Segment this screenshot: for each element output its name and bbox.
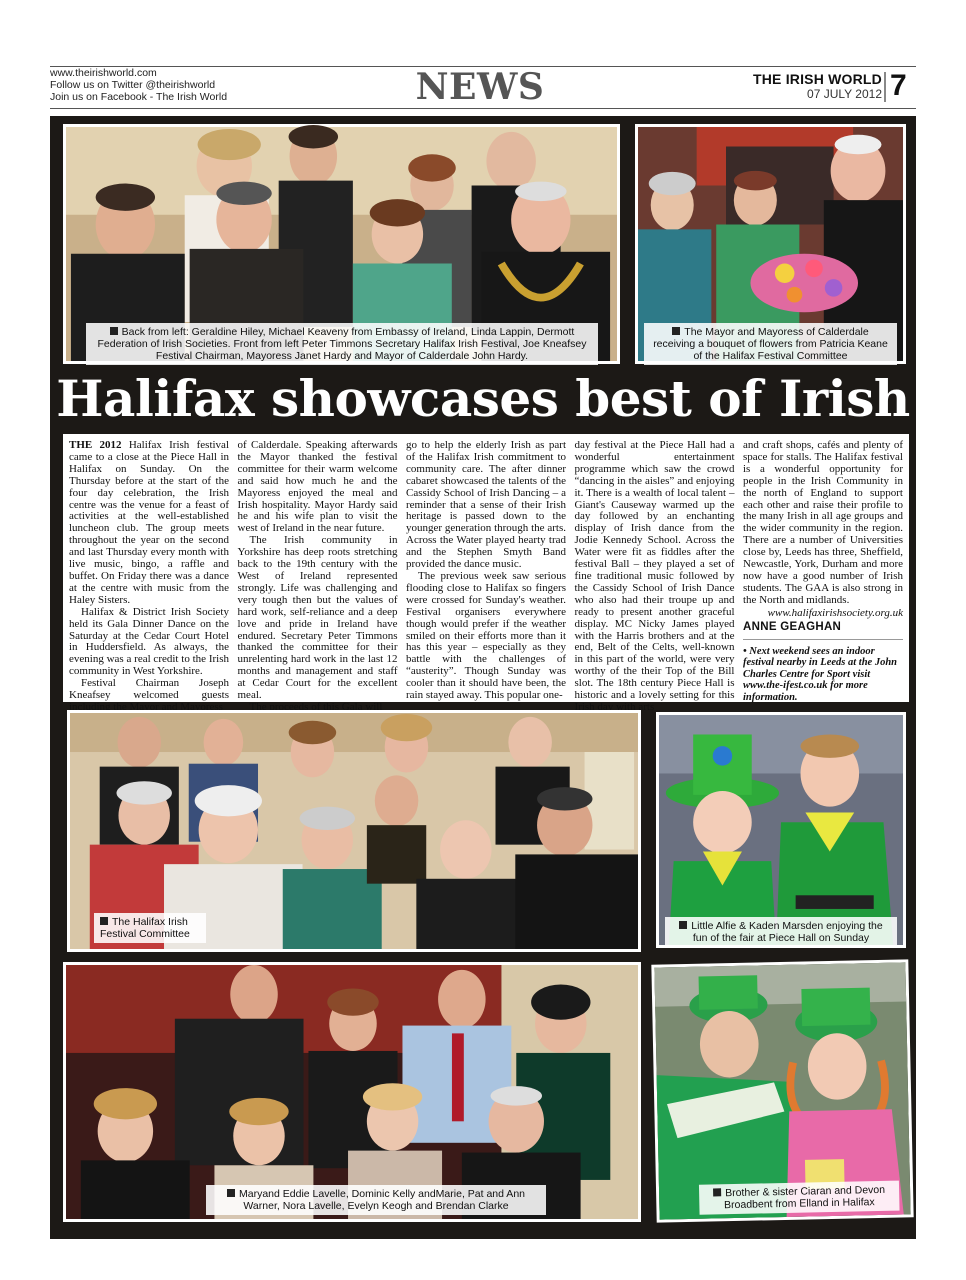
article-column-4 (574, 439, 735, 713)
caption-bullet-icon (679, 921, 687, 929)
photo-bouquet (635, 124, 906, 364)
article-paragraph: The proceeds of this Gala will (249, 700, 383, 713)
photo-festival-committee (67, 710, 641, 952)
photo-dinner-guests-image (66, 965, 638, 1219)
article-body (63, 434, 909, 713)
header-contact-block (50, 67, 310, 103)
issue-date: 07 JULY 2012 (807, 87, 882, 101)
article-paragraph: of Calderdale. Speaking afterwards the Mayor thanked the festival committee for their warm welcome and said how much he and the Mayoress enjoyed the meal and Irish hospitality. Mayor Hardy said he and his wife plan to visit the west of Ireland in the near future. (237, 439, 398, 535)
header-masthead (753, 71, 882, 102)
caption-bullet-icon (110, 327, 118, 335)
headline: Halifax showcases best of Irish (56, 369, 910, 428)
author-byline: ANNE GEAGHAN (743, 620, 842, 633)
article-column-2 (237, 439, 398, 713)
article-column-3 (406, 439, 566, 702)
article-column-1 (69, 439, 229, 713)
article-paragraph: The Irish community in Yorkshire has deep roots stretching back to the 19th century with the West of Ireland represented strongly. Life was challenging and very tough then but the values of hard work, self-reliance and a deep love and pride in Ireland have endured. Secretary Peter Timmons thanked the committee for their unrelenting hard work in the last 12 months and management and staff at Cedar Court for the excellent meal. (237, 534, 398, 702)
article-paragraph: THE 2012 Halifax Irish festival came to a close at the Piece Hall in Halifax on Sunday. On the Thursday before at the start of the four day celebration, the Irish centre was the venue for a feast of activities at the well-established luncheon club. The group meets throughout the year on the second and last Thursday every month with live music, bingo, a raffle and buffet. On Friday there was a dance at the centre with music from the Haley Sisters. (69, 439, 229, 606)
photo-bouquet-caption: The Mayor and Mayoress of Calderdale receiving a bouquet of flowers from Patricia Keane of the Halifax Festival Committee (644, 323, 897, 365)
photo-dignitaries (63, 124, 620, 364)
photo-dignitaries-caption: Back from left: Geraldine Hiley, Michael Keaveny from Embassy of Ireland, Linda Lappin, Dermott Federation of Irish Societies. Front from left Peter Timmons Secretary Halifax Irish Festival, Joe Kneafsey Festival Chairman, Mayoress Janet Hardy and Mayor of Calderdale John Hardy. (86, 323, 598, 365)
photo-festival-committee-caption: The Halifax Irish Festival Committee (94, 913, 206, 943)
paper-name: THE IRISH WORLD (753, 71, 882, 87)
event-note: • Next weekend sees an indoor festival nearby in Leeds at the John Charles Centre for Sport visit www.the-ifest.co.uk for more information. (743, 645, 897, 703)
note-divider (743, 639, 903, 640)
page-number: 7 (890, 69, 907, 102)
article-lead-in: THE 2012 (69, 439, 122, 451)
article-paragraph: and craft shops, cafés and plenty of space for stalls. The Halifax festival is a wonderful opportunity for people in the Irish Community in the north of England to support each other and raise their profile to the many Irish in all age groups and the wider community in the region. There are a number of Universities close by, Leeds has three, Sheffield, Newcastle, York, Durham and more now have a good number of Irish students. The GAA is also strong in the North and midlands. (743, 439, 903, 606)
article-column-5 (743, 439, 903, 703)
photo-brother-sister (651, 959, 913, 1222)
header-twitter: Follow us on Twitter @theirishworld (50, 79, 216, 91)
article-paragraph: Halifax & District Irish Society held its Gala Dinner Dance on the Saturday at the Cedar Court Hotel in Huddersfield. As always, the evening was a real credit to the Irish community in West Yorkshire. (69, 605, 229, 678)
caption-bullet-icon (100, 917, 108, 925)
article-paragraph: go to help the elderly Irish as part of the Halifax Irish commitment to community care. The after dinner cabaret showcased the talents of the Cassidy School of Irish Dancing – a reminder that a sense of their Irish heritage is passed down to the younger generation through the arts. Across the Water played hearty trad and the Stephen Smyth Band provided the dance music. (406, 439, 566, 571)
photo-brother-sister-caption: Brother & sister Ciaran and Devon Broadbent from Elland in Halifax (699, 1181, 900, 1215)
header-facebook: Join us on Facebook - The Irish World (50, 91, 228, 103)
header-website[interactable]: www.theirishworld.com (50, 67, 157, 79)
article-paragraph: day festival at the Piece Hall had a wonderful entertainment programme which saw the crowd “dancing in the aisles” and enjoying it. There is a wealth of local talent – Giant's Causeway warmed up the day followed by an enchanting display of Irish dance from the Jodie Kennedy School. Across the Water were fit as fiddles after the festival Ball – they played a set of fine traditional music followed by the Cassidy School of Irish Dance who also had their troupe up and ready to present another graceful display. MC Nicky James played with the Harris brothers and at the end, Belt of the Celts, well-known in this part of the world, were very worthy of the their Top of the Bill slot. The 18th century Piece Hall is historic and a lovely setting for this Irish day with arts (574, 439, 735, 713)
photo-leprechaun-kids (656, 712, 906, 948)
caption-bullet-icon (672, 327, 680, 335)
caption-bullet-icon (227, 1189, 235, 1197)
society-website-link[interactable]: www.halifaxirishsociety.org.uk (767, 606, 903, 619)
photo-leprechaun-kids-image (659, 715, 903, 945)
header-separator (884, 72, 886, 102)
article-paragraph: Festival Chairman Joseph Kneafsey welcomed guests including the Mayor and Mayoress (69, 677, 229, 713)
photo-dinner-guests-caption: Maryand Eddie Lavelle, Dominic Kelly andMarie, Pat and Ann Warner, Nora Lavelle, Evelyn Keogh and Brendan Clarke (206, 1185, 546, 1215)
section-title: NEWS (415, 66, 545, 108)
photo-dinner-guests (63, 962, 641, 1222)
article-paragraph: The previous week saw serious flooding close to Halifax so fingers were crossed for Sunday's weather. Festival organisers everywhere though would prefer if the weather smiled on their efforts more than it has this year – especially as they battle with the challenges of “austerity”. Though Sunday was cooler than it should have been, the rain stayed away. This popular one- (406, 569, 566, 702)
header-bottom-rule (50, 108, 916, 109)
photo-leprechaun-kids-caption: Little Alfie & Kaden Marsden enjoying the fun of the fair at Piece Hall on Sunday (665, 917, 897, 947)
caption-bullet-icon (713, 1188, 721, 1196)
